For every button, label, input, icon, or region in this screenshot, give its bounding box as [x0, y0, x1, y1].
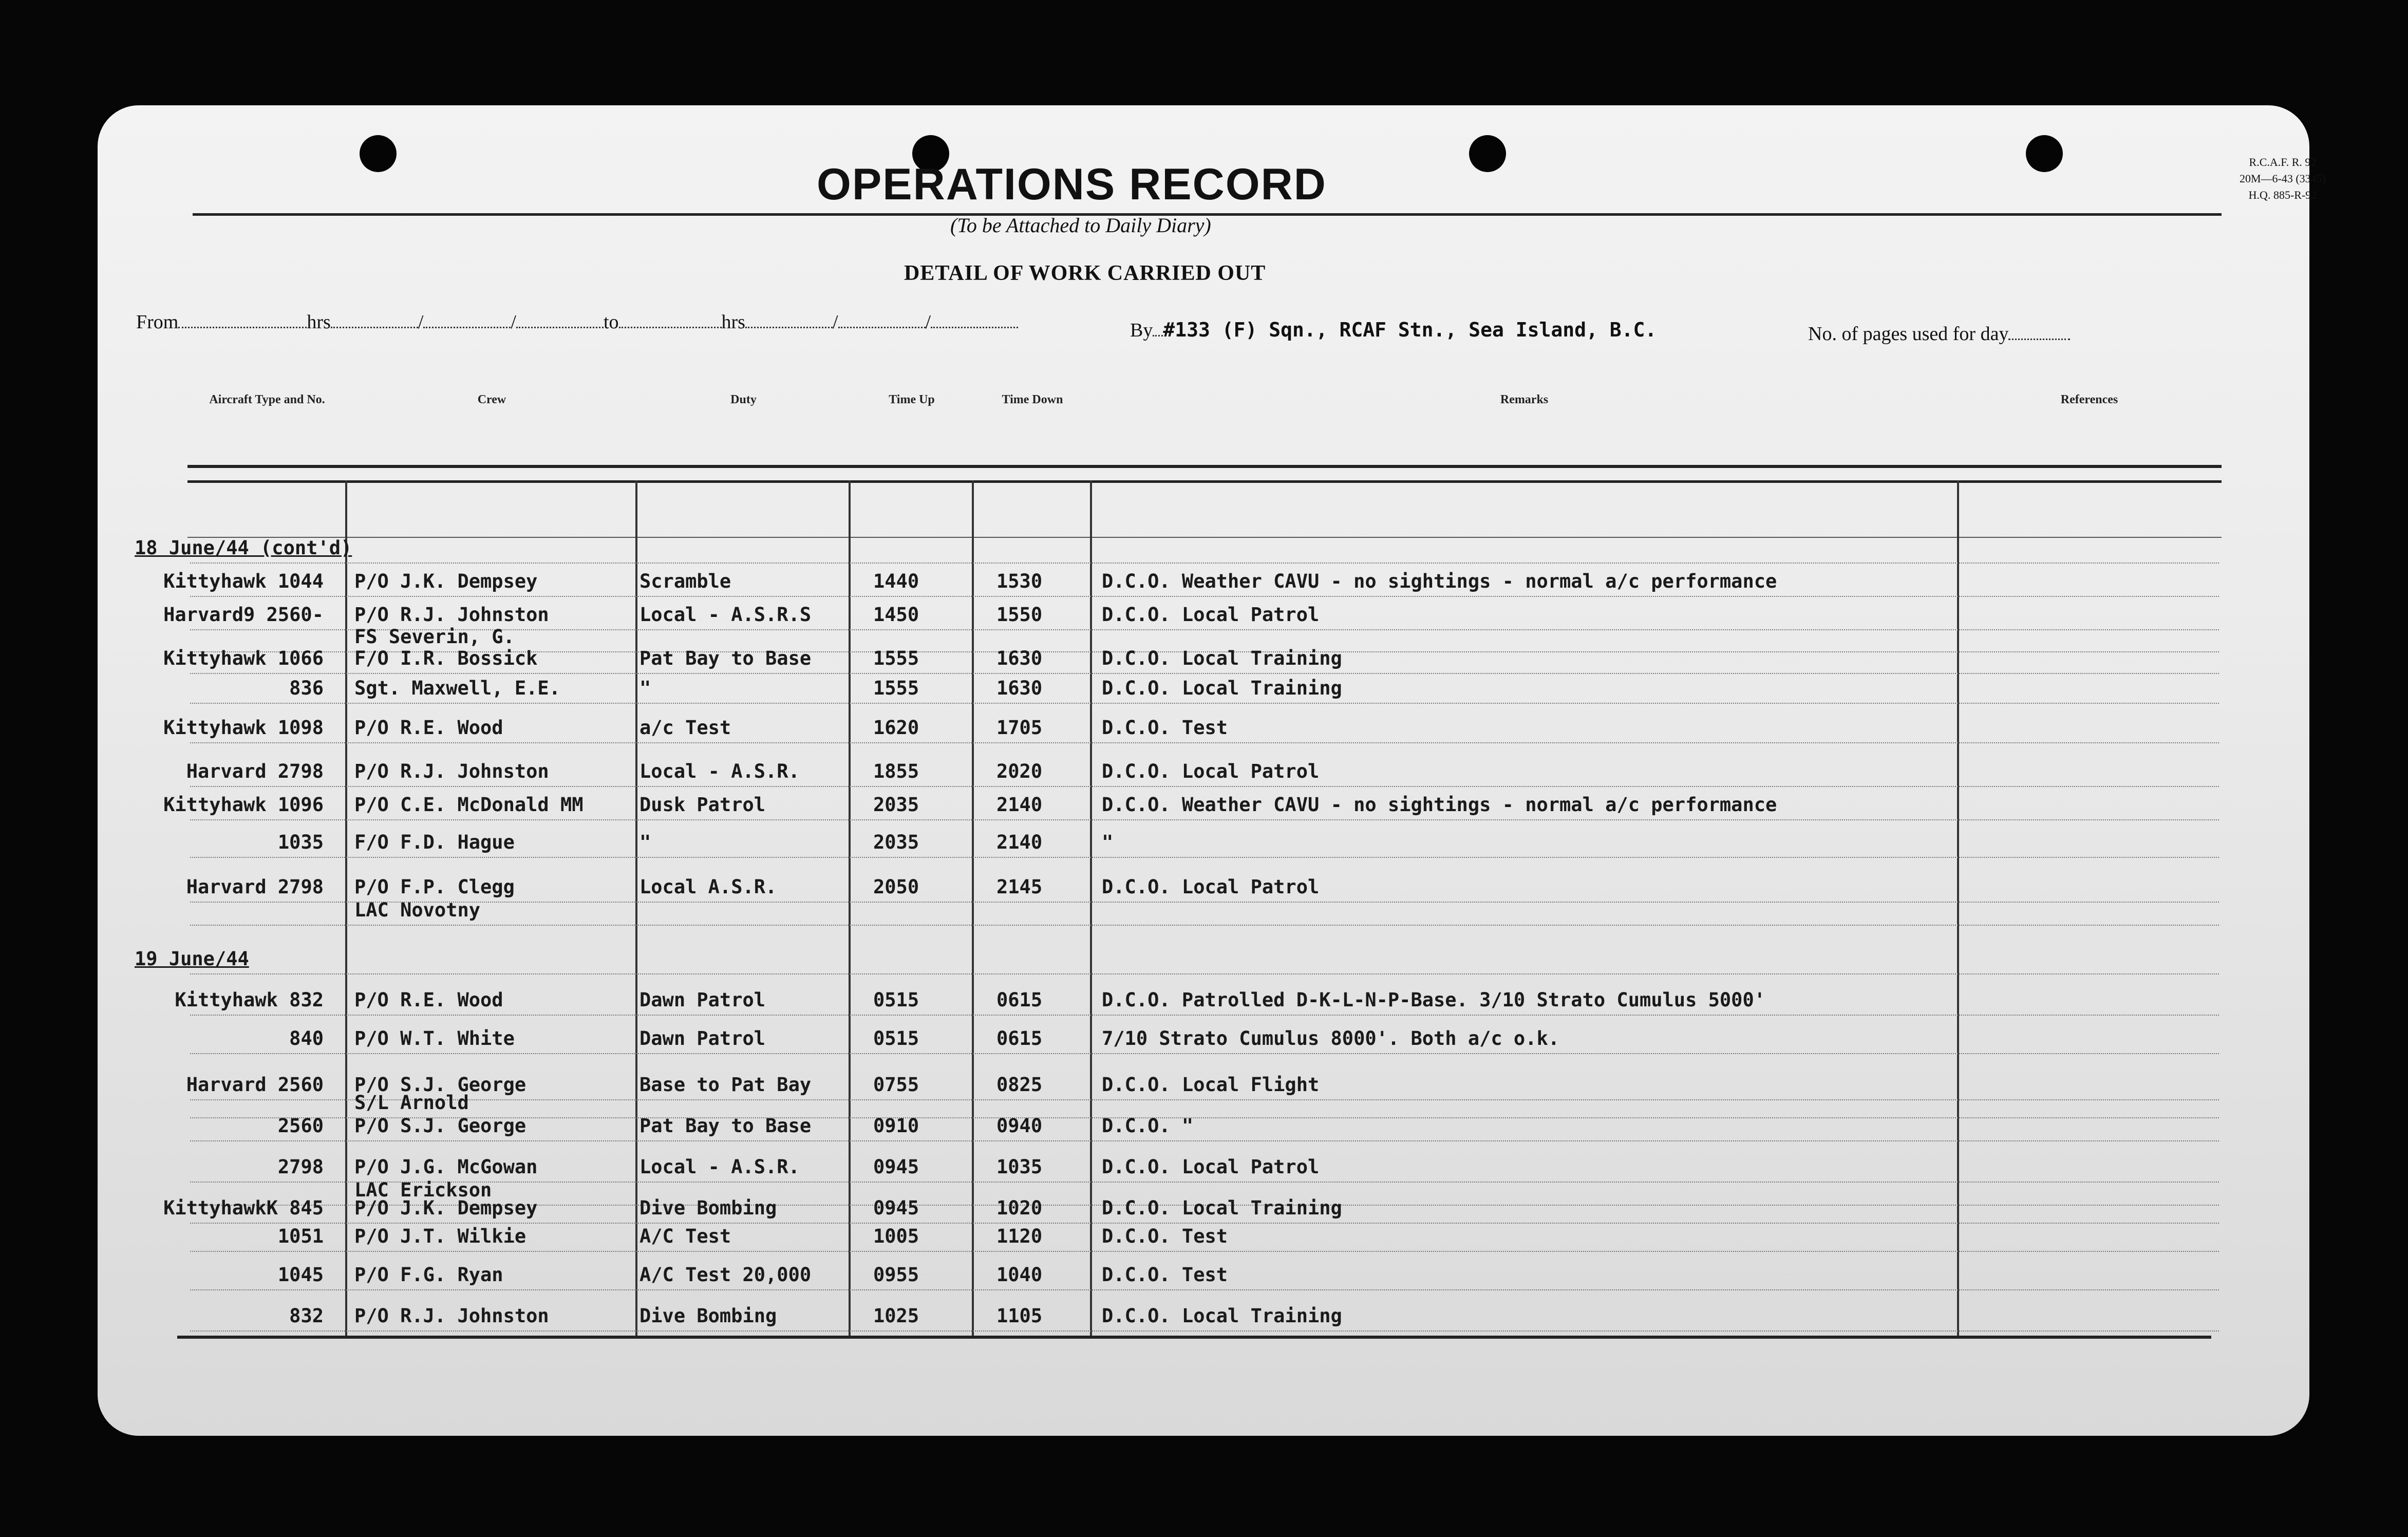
row-dotted-line: [190, 925, 2219, 926]
column-rule: [1090, 480, 1092, 1338]
cell-time-up: 1440: [873, 570, 919, 592]
row-dotted-line: [190, 819, 2219, 820]
cell-aircraft: Kittyhawk 1044: [163, 570, 324, 592]
col-header-aircraft: Aircraft Type and No.: [209, 393, 325, 406]
row-dotted-line: [190, 1330, 2219, 1332]
cell-time-up: 1620: [873, 717, 919, 739]
cell-remarks: D.C.O. Test: [1102, 717, 1228, 739]
cell-aircraft: Kittyhawk 1066: [163, 647, 324, 669]
cell-aircraft: 1035: [277, 831, 324, 853]
cell-duty: Dawn Patrol: [639, 989, 766, 1011]
cell-time-up: 1555: [873, 647, 919, 669]
cell-time-down: 1705: [996, 717, 1043, 739]
cell-aircraft: Kittyhawk 1096: [163, 794, 324, 816]
form-code: [2240, 154, 2326, 203]
cell-time-down: 2140: [996, 794, 1043, 816]
cell-aircraft: 2560: [277, 1115, 324, 1137]
col-header-duty: Duty: [730, 393, 757, 406]
col-header-references: References: [2060, 393, 2118, 406]
by-label: By: [1130, 320, 1153, 341]
column-rule: [635, 480, 637, 1338]
cell-time-down: 2145: [996, 876, 1043, 898]
cell-time-down: 0825: [996, 1074, 1043, 1096]
cell-time-down: 1630: [996, 677, 1043, 699]
cell-remarks: ": [1102, 831, 1114, 853]
cell-aircraft: Harvard9 2560-: [163, 604, 324, 626]
cell-crew: P/O F.P. Clegg: [354, 876, 515, 898]
column-header-rule: [187, 537, 2222, 538]
cell-duty: Scramble: [639, 570, 731, 592]
cell-time-up: 0515: [873, 989, 919, 1011]
row-dotted-line: [190, 742, 2219, 743]
col-header-time-up: Time Up: [889, 393, 935, 406]
cell-time-up: 2050: [873, 876, 919, 898]
slash: /: [418, 311, 424, 333]
hrs-label: hrs: [721, 311, 745, 333]
cell-duty: ": [639, 831, 651, 853]
cell-time-down: 1040: [996, 1264, 1043, 1286]
punch-hole: [1469, 135, 1506, 172]
punch-hole: [360, 135, 397, 172]
cell-aircraft: 836: [289, 677, 324, 699]
row-dotted-line: [190, 1140, 2219, 1141]
form-title: OPERATIONS RECORD: [817, 160, 1327, 209]
cell-crew: F/O F.D. Hague: [354, 831, 515, 853]
cell-crew: P/O S.J. George: [354, 1074, 526, 1096]
cell-remarks: D.C.O. Weather CAVU - no sightings - normal a/c performance: [1102, 794, 1777, 816]
cell-crew: P/O R.J. Johnston: [354, 760, 549, 782]
cell-aircraft: Kittyhawk 1098: [163, 717, 324, 739]
cell-time-down: 0615: [996, 989, 1043, 1011]
cell-duty: Local - A.S.R.: [639, 1156, 800, 1178]
cell-aircraft: 19 June/44: [135, 948, 249, 970]
cell-aircraft: Kittyhawk 832: [175, 989, 324, 1011]
cell-duty: A/C Test: [639, 1225, 731, 1247]
cell-remarks: D.C.O. Local Training: [1102, 647, 1342, 669]
from-line: [136, 311, 1018, 333]
cell-duty: Dive Bombing: [639, 1197, 777, 1219]
cell-duty: Pat Bay to Base: [639, 647, 812, 669]
cell-time-down: 1020: [996, 1197, 1043, 1219]
slash: /: [925, 311, 931, 333]
cell-duty: Local A.S.R.: [639, 876, 777, 898]
row-dotted-line: [190, 1289, 2219, 1290]
cell-time-down: 1105: [996, 1305, 1043, 1327]
cell-time-up: 1005: [873, 1225, 919, 1247]
cell-duty: A/C Test 20,000: [639, 1264, 812, 1286]
to-label: to: [603, 311, 619, 333]
cell-time-up: 0910: [873, 1115, 919, 1137]
cell-remarks: D.C.O. Local Training: [1102, 1197, 1342, 1219]
cell-remarks: D.C.O. Test: [1102, 1264, 1228, 1286]
cell-duty: a/c Test: [639, 717, 731, 739]
cell-time-up: 1555: [873, 677, 919, 699]
cell-crew: S/L Arnold: [354, 1092, 469, 1114]
cell-crew: P/O R.J. Johnston: [354, 604, 549, 626]
cell-aircraft: Harvard 2560: [186, 1074, 324, 1096]
cell-remarks: D.C.O. Local Patrol: [1102, 1156, 1320, 1178]
cell-remarks: D.C.O. Local Training: [1102, 1305, 1342, 1327]
form-code-line: 20M—6-43 (3345): [2239, 172, 2326, 185]
from-label: From: [136, 311, 179, 333]
row-dotted-line: [190, 1015, 2219, 1016]
cell-aircraft: 1051: [277, 1225, 324, 1247]
pages-line: [1808, 323, 2070, 345]
row-dotted-line: [190, 563, 2219, 564]
cell-time-down: 0615: [996, 1027, 1043, 1049]
row-dotted-line: [190, 1223, 2219, 1224]
cell-time-down: 2140: [996, 831, 1043, 853]
cell-aircraft: 1045: [277, 1264, 324, 1286]
cell-time-up: 0945: [873, 1197, 919, 1219]
cell-time-up: 1855: [873, 760, 919, 782]
hrs-label: hrs: [307, 311, 331, 333]
cell-time-up: 2035: [873, 831, 919, 853]
row-dotted-line: [190, 1182, 2219, 1183]
row-dotted-line: [190, 857, 2219, 858]
row-dotted-line: [190, 973, 2219, 974]
cell-aircraft: KittyhawkK 845: [163, 1197, 324, 1219]
cell-crew: P/O R.J. Johnston: [354, 1305, 549, 1327]
cell-duty: Pat Bay to Base: [639, 1115, 812, 1137]
form-subtitle: (To be Attached to Daily Diary): [950, 214, 1211, 237]
col-header-time-down: Time Down: [1002, 393, 1063, 406]
cell-time-up: 1450: [873, 604, 919, 626]
row-dotted-line: [190, 703, 2219, 704]
by-value: #133 (F) Sqn., RCAF Stn., Sea Island, B.C.: [1163, 318, 1657, 341]
cell-aircraft: 18 June/44 (cont'd): [135, 537, 352, 559]
cell-aircraft: Harvard 2798: [186, 876, 324, 898]
cell-time-up: 0755: [873, 1074, 919, 1096]
cell-remarks: D.C.O. Patrolled D-K-L-N-P-Base. 3/10 Strato Cumulus 5000': [1102, 989, 1766, 1011]
cell-time-up: 0945: [873, 1156, 919, 1178]
cell-crew: P/O R.E. Wood: [354, 717, 503, 739]
cell-crew: P/O J.K. Dempsey: [354, 570, 538, 592]
column-rule: [345, 480, 347, 1338]
cell-remarks: D.C.O. Test: [1102, 1225, 1228, 1247]
cell-crew: P/O J.G. McGowan: [354, 1156, 538, 1178]
cell-crew: P/O J.T. Wilkie: [354, 1225, 526, 1247]
column-rule: [972, 480, 974, 1338]
cell-time-down: 1630: [996, 647, 1043, 669]
by-line: [1130, 318, 1657, 342]
row-dotted-line: [190, 786, 2219, 787]
slash: /: [511, 311, 516, 333]
cell-aircraft: 840: [289, 1027, 324, 1049]
cell-remarks: D.C.O. Local Patrol: [1102, 876, 1320, 898]
cell-time-down: 1550: [996, 604, 1043, 626]
cell-duty: Dusk Patrol: [639, 794, 766, 816]
form-code-line: R.C.A.F. R. 92: [2249, 156, 2317, 168]
row-dotted-line: [190, 1251, 2219, 1252]
form-detail-heading: DETAIL OF WORK CARRIED OUT: [904, 261, 1266, 285]
pages-label: No. of pages used for day: [1808, 323, 2009, 345]
cell-time-down: 1035: [996, 1156, 1043, 1178]
form-code-line: H.Q. 885-R-92: [2248, 189, 2317, 201]
cell-crew: LAC Erickson: [354, 1179, 492, 1201]
cell-duty: Local - A.S.R.: [639, 760, 800, 782]
cell-duty: Local - A.S.R.S: [639, 604, 812, 626]
cell-time-down: 0940: [996, 1115, 1043, 1137]
cell-remarks: D.C.O. Local Patrol: [1102, 604, 1320, 626]
cell-crew: FS Severin, G.: [354, 626, 515, 648]
cell-crew: P/O C.E. McDonald MM: [354, 794, 584, 816]
cell-remarks: D.C.O. Weather CAVU - no sightings - normal a/c performance: [1102, 570, 1777, 592]
cell-remarks: D.C.O. Local Patrol: [1102, 760, 1320, 782]
cell-duty: Base to Pat Bay: [639, 1074, 812, 1096]
cell-crew: P/O S.J. George: [354, 1115, 526, 1137]
cell-duty: Dawn Patrol: [639, 1027, 766, 1049]
cell-remarks: D.C.O. Local Flight: [1102, 1074, 1320, 1096]
row-dotted-line: [190, 1053, 2219, 1054]
cell-time-down: 1530: [996, 570, 1043, 592]
cell-crew: P/O W.T. White: [354, 1027, 515, 1049]
cell-time-down: 2020: [996, 760, 1043, 782]
col-header-crew: Crew: [477, 393, 506, 406]
header-rule: [187, 465, 2222, 468]
cell-time-up: 0955: [873, 1264, 919, 1286]
cell-crew: F/O I.R. Bossick: [354, 647, 538, 669]
row-dotted-line: [190, 1099, 2219, 1100]
cell-aircraft: 2798: [277, 1156, 324, 1178]
cell-time-up: 2035: [873, 794, 919, 816]
column-rule: [849, 480, 851, 1338]
cell-time-up: 0515: [873, 1027, 919, 1049]
cell-duty: ": [639, 677, 651, 699]
punch-hole: [2026, 135, 2063, 172]
slash: /: [832, 311, 838, 333]
cell-crew: P/O R.E. Wood: [354, 989, 503, 1011]
cell-remarks: D.C.O. Local Training: [1102, 677, 1342, 699]
cell-aircraft: Harvard 2798: [186, 760, 324, 782]
cell-crew: Sgt. Maxwell, E.E.: [354, 677, 560, 699]
cell-time-down: 1120: [996, 1225, 1043, 1247]
cell-crew: P/O F.G. Ryan: [354, 1264, 503, 1286]
col-header-remarks: Remarks: [1500, 393, 1549, 406]
cell-crew: P/O J.K. Dempsey: [354, 1197, 538, 1219]
cell-crew: LAC Novotny: [354, 899, 481, 921]
cell-duty: Dive Bombing: [639, 1305, 777, 1327]
row-dotted-line: [190, 673, 2219, 674]
bottom-rule: [177, 1336, 2211, 1339]
column-rule: [1957, 480, 1959, 1338]
row-dotted-line: [190, 596, 2219, 597]
cell-time-up: 1025: [873, 1305, 919, 1327]
cell-remarks: 7/10 Strato Cumulus 8000'. Both a/c o.k.: [1102, 1027, 1560, 1049]
header-rule: [187, 480, 2222, 483]
cell-aircraft: 832: [289, 1305, 324, 1327]
cell-remarks: D.C.O. ": [1102, 1115, 1194, 1137]
row-dotted-line: [190, 902, 2219, 903]
